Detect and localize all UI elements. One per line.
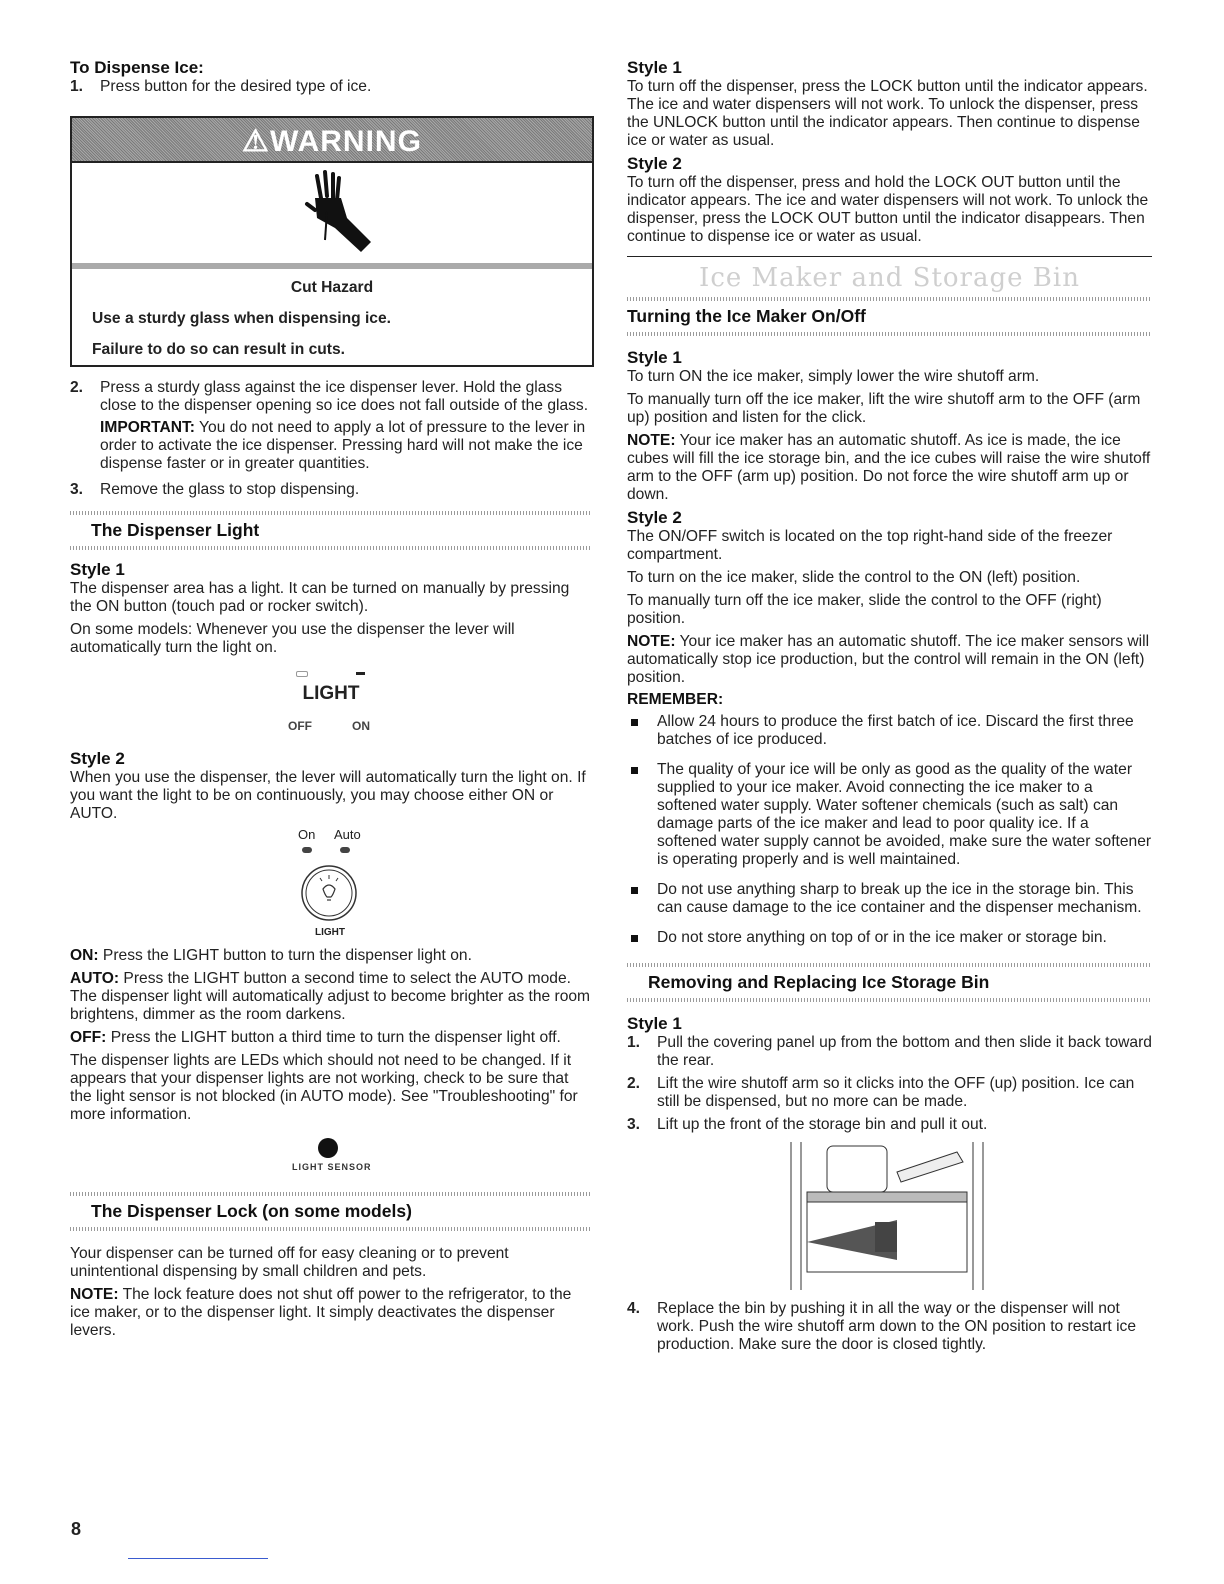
lock-note-label: NOTE: [70, 1286, 119, 1303]
step-text: Replace the bin by pushing it in all the way or the dispenser will not work. Push the wire shutoff arm down to the ON position to restart ice production. Make sure the door is closed tightly. [657, 1300, 1137, 1353]
auto-indicator-icon [340, 847, 350, 853]
hazard-label: Cut Hazard [290, 279, 374, 296]
list-item [627, 929, 1152, 947]
divider [627, 332, 1152, 336]
section-title: Ice Maker and Storage Bin [699, 263, 1080, 293]
warning-line-2: Failure to do so can result in cuts. [92, 341, 346, 358]
light-indicator-icon [296, 671, 308, 677]
ice-style-1-label: Style 1 [627, 348, 682, 367]
on-desc-text: Press the LIGHT button to turn the dispenser light on. [98, 947, 472, 964]
divider [70, 1227, 592, 1231]
cut-hazard-graphic [72, 161, 592, 269]
auto-desc-label: AUTO: [70, 970, 120, 987]
light-indicator-icon [356, 672, 365, 675]
lock-style-2-text: To turn off the dispenser, press and hold the LOCK OUT button until the indicator appears. The ice and water dispensers will not work. To unlock the dispenser, press the LOCK OUT button until the indicator disappears. Then continue to dispense ice or water as usual. [627, 174, 1149, 245]
step-text: Press button for the desired type of ice. [100, 78, 372, 95]
on-label: On [298, 827, 316, 842]
bullet-icon [631, 935, 638, 942]
warning-title: ⚠WARNING [242, 125, 422, 158]
bullet-text: Do not use anything sharp to break up the ice in the storage bin. This can cause damage to the ice container and the dispenser mechanism. [657, 881, 1142, 916]
light-paragraph-4: The dispenser lights are LEDs which should not need to be changed. If it appears that your dispenser lights are not working, check to be sure that the light sensor is not blocked (in AUTO mode). See "Troubleshooting" for more information. [70, 1052, 578, 1123]
lock-note [70, 1286, 592, 1340]
ice-note-1-text: Your ice maker has an automatic shutoff. As ice is made, the ice cubes will fill the ice storage bin, and the ice cubes will raise the wire shutoff arm to the OFF (arm up) position. Do not force the wire shutoff arm up or down. [627, 432, 1151, 503]
left-column [70, 58, 592, 1340]
cut-hand-icon [287, 168, 377, 258]
ice-paragraph-1: To turn ON the ice maker, simply lower the wire shutoff arm. [627, 368, 1040, 385]
step-number: 3. [70, 481, 84, 498]
on-desc-label: ON: [70, 947, 99, 964]
off-desc-text: Press the LIGHT button a third time to turn the dispenser light off. [106, 1029, 561, 1046]
dispenser-light-heading: The Dispenser Light [91, 520, 260, 540]
light-paragraph-2: On some models: Whenever you use the dispenser the lever will automatically turn the light on. [70, 621, 515, 656]
off-desc-label: OFF: [70, 1029, 107, 1046]
step-text: Lift up the front of the storage bin and pull it out. [657, 1116, 988, 1133]
lock-style-2-label: Style 2 [627, 154, 682, 173]
bullet-icon [631, 767, 638, 774]
divider [627, 998, 1152, 1002]
bin-style-1-label: Style 1 [627, 1014, 682, 1033]
bullet-text: Allow 24 hours to produce the first batch of ice. Discard the first three batches of ice produced. [657, 713, 1134, 748]
ice-style-2-label: Style 2 [627, 508, 682, 527]
light-button-icon[interactable] [299, 863, 359, 923]
step-1 [70, 78, 592, 96]
bullet-icon [631, 719, 638, 726]
step-2 [70, 379, 592, 415]
ice-note-1 [627, 432, 1152, 504]
auto-desc-text: Press the LIGHT button a second time to select the AUTO mode. The dispenser light will automatically adjust to become brighter as the room brightens, dimmer as the room darkens. [70, 970, 591, 1023]
auto-description [70, 970, 592, 1024]
on-indicator-icon [302, 847, 312, 853]
lock-style-1-text: To turn off the dispenser, press the LOCK button until the indicator appears. The ice and water dispensers will not work. To unlock the dispenser, press the UNLOCK button until the indicator appears. Then continue to dispense ice or water as usual. [627, 78, 1148, 149]
list-item [627, 713, 1152, 749]
important-note [100, 419, 592, 473]
ice-paragraph-3: The ON/OFF switch is located on the top right-hand side of the freezer compartment. [627, 528, 1113, 563]
divider [70, 546, 592, 550]
list-item [627, 761, 1152, 869]
switch-label: LIGHT [302, 683, 360, 704]
auto-label: Auto [334, 827, 361, 842]
step-text: Press a sturdy glass against the ice dispenser lever. Hold the glass close to the dispenser opening so ice does not fall outside of the glass. [100, 379, 589, 414]
light-sensor-graphic [70, 1124, 592, 1186]
switch-on-label: ON [352, 719, 370, 733]
ice-note-2 [627, 633, 1152, 687]
on-description [70, 947, 592, 965]
light-button-panel [70, 823, 592, 947]
switch-off-label: OFF [288, 719, 312, 733]
section-rule [627, 256, 1152, 257]
storage-bin-heading: Removing and Replacing Ice Storage Bin [648, 972, 990, 992]
warning-banner [72, 118, 592, 161]
warning-text [72, 269, 592, 365]
bottom-rule [128, 1558, 268, 1559]
step-number: 3. [627, 1116, 641, 1133]
bin-step [627, 1075, 1152, 1111]
warning-box [70, 116, 594, 367]
step-number: 1. [627, 1034, 641, 1051]
bullet-text: The quality of your ice will be only as good as the quality of the water supplied to your ice maker. Avoid connecting the ice maker to a softened water supply. Water softener chemicals (such as salt) can damage parts of the ice maker and lead to poor quality ice. If a softened water supply cannot be avoided, make sure the water softener is operating properly and is well maintained. [657, 761, 1152, 868]
ice-note-1-label: NOTE: [627, 432, 676, 449]
light-paragraph-3: When you use the dispenser, the lever will automatically turn the light on. If you want the light to be on continuously, you may choose either ON or AUTO. [70, 769, 586, 822]
dispenser-lock-heading: The Dispenser Lock (on some models) [91, 1201, 412, 1221]
step-number: 1. [70, 78, 84, 95]
style-1-label: Style 1 [70, 560, 125, 579]
ice-paragraph-5: To manually turn off the ice maker, slide the control to the OFF (right) position. [627, 592, 1102, 627]
light-sensor-icon [318, 1138, 338, 1158]
bullet-text: Do not store anything on top of or in the ice maker or storage bin. [657, 929, 1107, 946]
bullet-icon [631, 887, 638, 894]
style-2-label: Style 2 [70, 749, 125, 768]
list-item [627, 881, 1152, 917]
lock-paragraph-1: Your dispenser can be turned off for easy cleaning or to prevent unintentional dispensing by small children and pets. [70, 1245, 509, 1280]
step-number: 2. [70, 379, 84, 396]
bin-step [627, 1116, 1152, 1134]
step-3 [70, 481, 592, 499]
lock-note-text: The lock feature does not shut off power to the refrigerator, to the ice maker, or to the dispenser light. It simply deactivates the dispenser levers. [70, 1286, 572, 1339]
bin-step [627, 1300, 1152, 1354]
ice-paragraph-2: To manually turn off the ice maker, lift the wire shutoff arm to the OFF (arm up) position and listen for the click. [627, 391, 1141, 426]
step-text: Lift the wire shutoff arm so it clicks into the OFF (up) position. Ice can still be dispensed, but no more can be made. [657, 1075, 1135, 1110]
storage-bin-illustration [627, 1142, 1152, 1292]
light-button-label: LIGHT [315, 927, 345, 938]
step-text: Remove the glass to stop dispensing. [100, 481, 360, 498]
bin-step [627, 1034, 1152, 1070]
important-text: You do not need to apply a lot of pressure to the lever in order to activate the ice dispenser. Pressing hard will not make the ice dispense faster or in greater quantities. [100, 419, 586, 472]
remember-label: REMEMBER: [627, 691, 724, 708]
ice-maker-heading: Turning the Ice Maker On/Off [627, 306, 866, 326]
ice-note-2-text: Your ice maker has an automatic shutoff. The ice maker sensors will automatically stop ice production, but the control will remain in the ON (left) position. [627, 633, 1150, 686]
light-rocker-switch [70, 663, 592, 749]
lock-style-1-label: Style 1 [627, 58, 682, 77]
right-column [627, 58, 1152, 1354]
step-text: Pull the covering panel up from the bottom and then slide it back toward the rear. [657, 1034, 1152, 1069]
light-sensor-label: LIGHT SENSOR [292, 1162, 372, 1172]
step-number: 4. [627, 1300, 641, 1317]
off-description [70, 1029, 592, 1047]
light-paragraph-1: The dispenser area has a light. It can be turned on manually by pressing the ON button (touch pad or rocker switch). [70, 580, 570, 615]
ice-paragraph-4: To turn on the ice maker, slide the control to the ON (left) position. [627, 569, 1081, 586]
step-number: 2. [627, 1075, 641, 1092]
ice-bin-drawing [787, 1142, 997, 1290]
ice-note-2-label: NOTE: [627, 633, 676, 650]
dispense-ice-heading: To Dispense Ice: [70, 58, 204, 77]
warning-line-1: Use a sturdy glass when dispensing ice. [92, 310, 391, 327]
important-label: IMPORTANT: [100, 419, 195, 436]
page-number: 8 [71, 1519, 82, 1539]
